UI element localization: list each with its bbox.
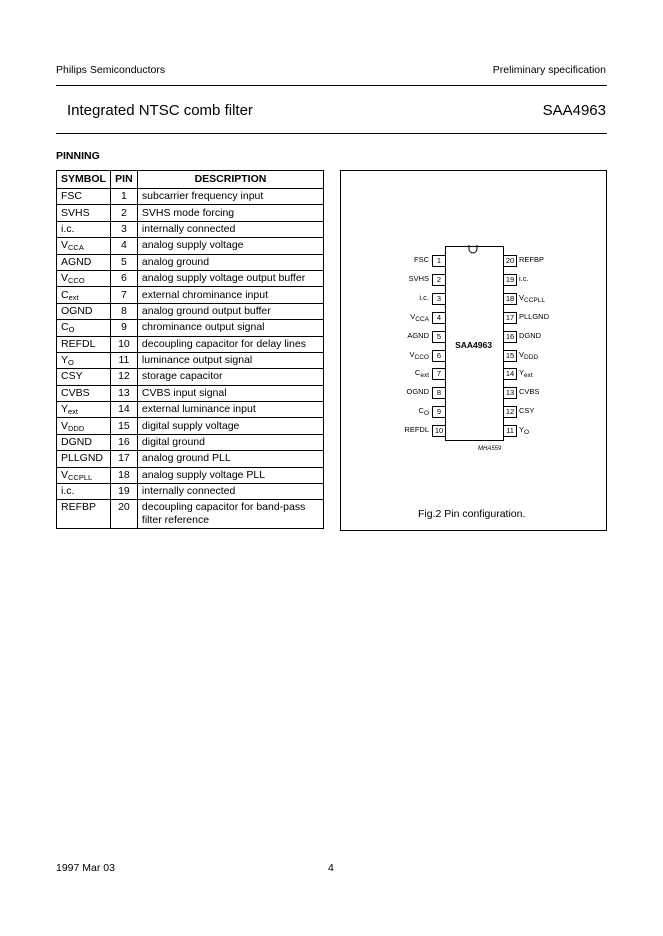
table-row [57,402,324,418]
page-number: 4 [328,862,334,874]
pin-number-box: 13 [503,387,517,399]
pin-number: 18 [110,467,137,483]
pin-description: chrominance output signal [137,320,323,336]
pin-symbol: DGND [57,434,111,450]
pin-description: external chrominance input [137,287,323,303]
pin-description: digital ground [137,434,323,450]
pin-label: REFBP [519,255,545,264]
table-row [57,336,324,352]
pin-number-box: 6 [432,350,446,362]
table-header-row [57,171,324,189]
table-row [57,451,324,467]
pin-number-box: 14 [503,368,517,380]
pin-symbol: i.c. [57,484,111,500]
pin-number-box: 9 [432,406,446,418]
pin-description: analog supply voltage output buffer [137,270,323,286]
pin-symbol: $Y_{ext}$ [57,402,111,418]
pin-label: $V_{CCPLL}$ [519,292,545,304]
table-row [57,484,324,500]
pin-description: CVBS input signal [137,385,323,401]
pin-symbol: AGND [57,254,111,270]
table-row [57,500,324,529]
pin-symbol: REFDL [57,336,111,352]
pin-number: 6 [110,270,137,286]
pin-number-box: 19 [503,274,517,286]
pin-label: REFDL [404,425,429,435]
pin-symbol: $C_{ext}$ [57,287,111,303]
pin-label: $Y_{ext}$ [519,368,533,380]
document-title: Integrated NTSC comb filter [67,102,253,119]
pin-symbol: $V_{CCO}$ [57,270,111,286]
pin-description: external luminance input [137,402,323,418]
pin-number: 15 [110,418,137,434]
pin-description: decoupling capacitor for band-pass filter reference [137,500,323,529]
pin-number-box: 18 [503,293,517,305]
column-header-description: DESCRIPTION [137,171,323,189]
pin-description: SVHS mode forcing [137,205,323,221]
pin-number: 14 [110,402,137,418]
pin-symbol: FSC [57,189,111,205]
pin-label: CVBS [519,387,540,397]
pin-description: luminance output signal [137,352,323,368]
pin-symbol: CSY [57,369,111,385]
pin-number-box: 1 [432,255,446,267]
pin-label: $Y_O$ [519,425,530,437]
pin-description: analog supply voltage [137,238,323,254]
pin-number: 7 [110,287,137,303]
pin-number: 1 [110,189,137,205]
table-row [57,270,324,286]
company-name: Philips Semiconductors [56,64,166,76]
pin-symbol: $V_{CCPLL}$ [57,467,111,483]
pin-number: 3 [110,221,137,237]
pin-label: i.c. [419,292,429,302]
footer-date: 1997 Mar 03 [56,862,115,874]
pin-number-box: 12 [503,406,517,418]
table-row [57,189,324,205]
pin-label: $C_O$ [418,406,429,418]
table-row [57,467,324,483]
pin-number: 5 [110,254,137,270]
pin-number: 12 [110,369,137,385]
pinning-table [56,170,324,529]
pin-symbol: PLLGND [57,451,111,467]
pin-number-box: 15 [503,350,517,362]
pin-description: analog ground PLL [137,451,323,467]
spec-status: Preliminary specification [492,64,606,76]
pin-number-box: 16 [503,331,517,343]
pin-label: CSY [519,406,535,416]
table-row [57,434,324,450]
table-row [57,352,324,368]
header-rule-top [56,85,607,86]
pin-number: 2 [110,205,137,221]
part-number: SAA4963 [542,102,606,119]
pin-label: $C_{ext}$ [414,368,429,380]
pin-description: decoupling capacitor for delay lines [137,336,323,352]
pin1-notch-icon [468,245,478,254]
column-header-symbol: SYMBOL [57,171,111,189]
pin-label: $V_{DDD}$ [519,349,539,361]
pin-description: internally connected [137,484,323,500]
column-header-pin: PIN [110,171,137,189]
pin-description: analog supply voltage PLL [137,467,323,483]
pin-label: SVHS [408,273,429,283]
pin-label: OGND [406,387,429,397]
pin-table-body [57,189,324,529]
pin-symbol: $V_{CCA}$ [57,238,111,254]
pin-description: digital supply voltage [137,418,323,434]
pin-number: 4 [110,238,137,254]
pin-symbol: OGND [57,303,111,319]
pin-number: 10 [110,336,137,352]
pin-symbol: SVHS [57,205,111,221]
table-row [57,238,324,254]
pin-symbol: $V_{DDD}$ [57,418,111,434]
pin-number-box: 7 [432,368,446,380]
pin-number-box: 3 [432,293,446,305]
pin-number: 16 [110,434,137,450]
pin-number-box: 20 [503,255,517,267]
table-row [57,303,324,319]
pin-number-box: 5 [432,331,446,343]
chip-label: SAA4963 [455,340,492,350]
table-row [57,205,324,221]
pin-number: 11 [110,352,137,368]
pin-number: 9 [110,320,137,336]
pin-symbol: CVBS [57,385,111,401]
pin-label: AGND [407,330,429,340]
pin-description: analog ground output buffer [137,303,323,319]
pin-number: 17 [110,451,137,467]
pin-number: 20 [110,500,137,529]
pin-label: i.c. [519,273,529,283]
pin-description: subcarrier frequency input [137,189,323,205]
pin-symbol: $Y_O$ [57,352,111,368]
pin-number: 13 [110,385,137,401]
pin-label: $V_{CCO}$ [409,349,429,361]
section-title: PINNING [56,150,100,162]
table-row [57,369,324,385]
pin-number-box: 17 [503,312,517,324]
table-row [57,221,324,237]
table-row [57,254,324,270]
pin-label: DGND [519,330,542,340]
pin-number-box: 8 [432,387,446,399]
pin-symbol: i.c. [57,221,111,237]
table-row [57,287,324,303]
pin-number: 19 [110,484,137,500]
pin-description: storage capacitor [137,369,323,385]
table-row [57,418,324,434]
pin-label: FSC [414,255,429,264]
pin-number-box: 10 [432,425,446,437]
pin-number: 8 [110,303,137,319]
pin-description: analog ground [137,254,323,270]
header-rule-bottom [56,133,607,134]
pin-symbol: REFBP [57,500,111,529]
pin-number-box: 2 [432,274,446,286]
table-row [57,320,324,336]
table-row [57,385,324,401]
pin-symbol: $C_O$ [57,320,111,336]
pin-number-box: 11 [503,425,517,437]
pin-description: internally connected [137,221,323,237]
pin-label: $V_{CCA}$ [410,311,429,323]
figure-caption: Fig.2 Pin configuration. [418,508,526,520]
drawing-code: MHA559 [478,446,502,452]
pin-number-box: 4 [432,312,446,324]
pin-label: PLLGND [519,311,550,321]
